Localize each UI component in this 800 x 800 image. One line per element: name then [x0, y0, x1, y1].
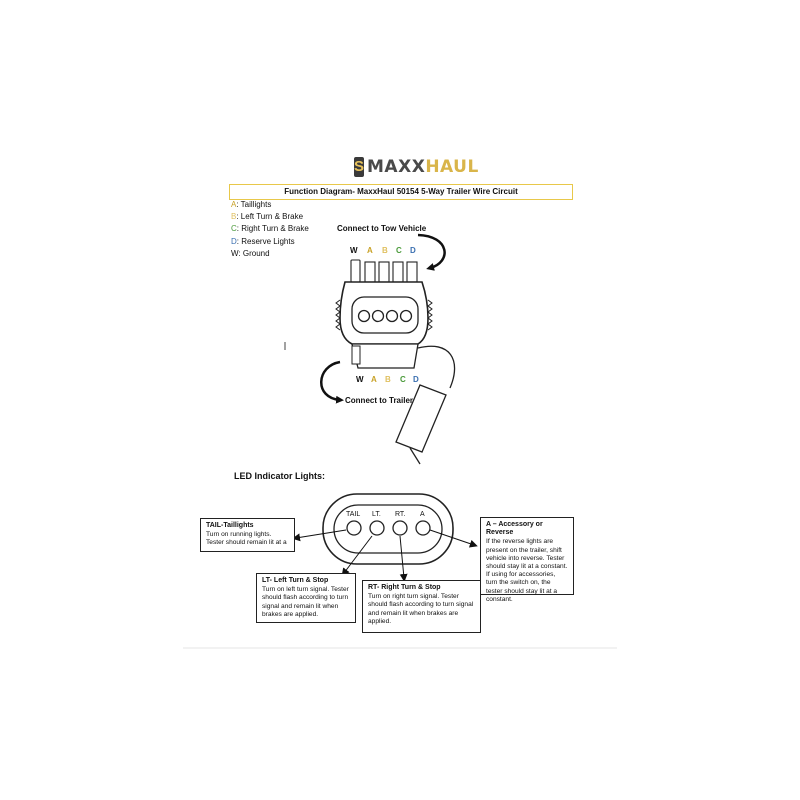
- top-wire-letter: C: [396, 246, 402, 255]
- tail-box-body: Turn on running lights. Tester should remain lit at a: [206, 531, 287, 547]
- legend-sep: :: [236, 212, 241, 222]
- lt-box-body: Turn on left turn signal. Tester should flash according to turn signal and remain lit when brakes are applied.: [262, 586, 349, 618]
- led-label-lt: LT.: [372, 511, 381, 518]
- legend-text: Taillights: [240, 200, 272, 209]
- logo-word-highlight: HAUL: [425, 157, 479, 177]
- diagram-title: Function Diagram- MaxxHaul 50154 5-Way Trailer Wire Circuit: [229, 184, 573, 200]
- legend-text: Left Turn & Brake: [240, 212, 304, 222]
- led-label-a: A: [420, 511, 425, 518]
- trailer-label: Connect to Trailer: [345, 396, 414, 405]
- bottom-wire-letter: A: [371, 375, 377, 384]
- rt-info-box: [362, 580, 481, 633]
- legend-text: Reserve Lights: [241, 236, 295, 246]
- legend-sep: :: [236, 224, 242, 234]
- led-label-tail: TAIL: [346, 511, 361, 518]
- legend-key: W: [231, 248, 239, 258]
- a-info-box: [480, 517, 574, 603]
- legend-sep: :: [238, 248, 243, 258]
- legend-key: B: [231, 212, 237, 222]
- led-label-rt: RT.: [395, 511, 406, 518]
- lt-box-heading: LT- Left Turn & Stop: [262, 577, 329, 584]
- lt-info-box: [256, 573, 356, 623]
- logo-word-main: MAXX: [367, 157, 426, 177]
- legend-sep: :: [236, 200, 241, 209]
- legend-text: Ground: [242, 248, 270, 258]
- tow-vehicle-label: Connect to Tow Vehicle: [337, 224, 427, 233]
- plug-ground-tab: [352, 346, 360, 364]
- legend-key: D: [231, 236, 237, 246]
- top-wire-stubs: [351, 260, 417, 282]
- top-wire-letter: B: [382, 246, 388, 255]
- top-wire-letter: W: [350, 246, 358, 255]
- rt-box-body: Turn on right turn signal. Tester should flash according to turn signal and remain lit when brakes are applied.: [368, 593, 474, 625]
- plug-lower-body: [352, 344, 418, 368]
- tow-vehicle-arrow: [418, 235, 445, 268]
- dust-cap: [396, 385, 446, 464]
- rt-box-heading: RT- Right Turn & Stop: [368, 584, 441, 591]
- a-box-heading: A – Accessory or Reverse: [486, 521, 543, 537]
- top-wire-letter: D: [410, 246, 416, 255]
- legend-key: C: [231, 224, 237, 234]
- led-indicator-heading: LED Indicator Lights:: [234, 471, 325, 481]
- legend-sep: :: [236, 236, 242, 246]
- tail-box-heading: TAIL-Taillights: [206, 522, 254, 529]
- a-box-body: If the reverse lights are present on the trailer, shift vehicle into reverse. Tester should stay lit at a constant. If using for accessories, turn the switch on, the tester should stay lit at a constant.: [486, 538, 568, 603]
- trailer-arrow: [321, 362, 340, 400]
- top-wire-letter: A: [367, 246, 373, 255]
- logo-mark: S: [354, 158, 365, 175]
- legend-text: Right Turn & Brake: [241, 224, 309, 234]
- bottom-wire-letter: C: [400, 375, 406, 384]
- bottom-wire-letter: D: [413, 375, 419, 384]
- tail-info-box: [200, 518, 295, 552]
- legend-key: A: [231, 200, 237, 209]
- bottom-wire-letter: B: [385, 375, 391, 384]
- bottom-wire-letter: W: [356, 375, 364, 384]
- dust-cap-cable: [418, 346, 455, 388]
